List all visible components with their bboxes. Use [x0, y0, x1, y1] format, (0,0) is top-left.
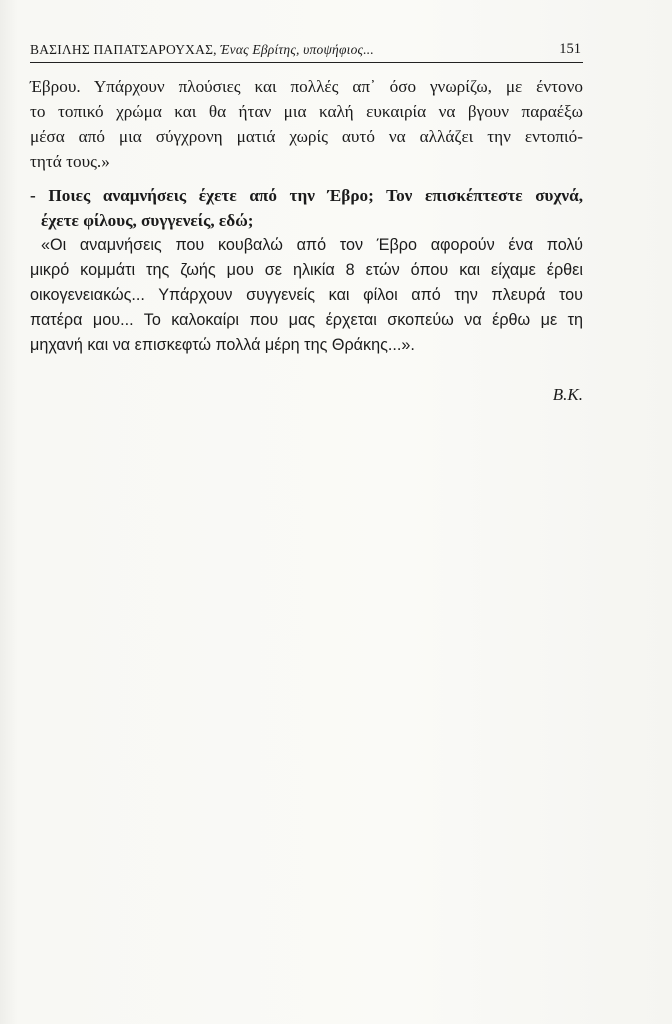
answer-line: πατέρα μου... Το καλοκαίρι που μας έρχεται σκοπεύω να έρθω με τη: [30, 311, 583, 329]
question-line: - Ποιες αναμνήσεις έχετε από την Έβρο; Τον επισκέπτεστε συχνά,: [30, 186, 583, 205]
paragraph-continuation: [30, 74, 583, 174]
text-line: Έβρου. Υπάρχουν πλούσιες και πολλές απ᾽ όσο γνωρίζω, με έντονο: [30, 77, 583, 96]
question-line: έχετε φίλους, συγγενείς, εδώ;: [41, 211, 254, 230]
running-header: [30, 40, 583, 63]
header-author: ΒΑΣΙΛΗΣ ΠΑΠΑΤΣΑΡΟΥΧΑΣ,: [30, 42, 217, 57]
body-text: [30, 74, 583, 358]
interview-answer: [30, 233, 583, 358]
header-work-title: Ένας Εβρίτης, υποψήφιος...: [220, 42, 374, 57]
answer-line: μηχανή και να επισκεφτώ πολλά μέρη της Θράκης...».: [30, 336, 415, 354]
answer-line: μικρό κομμάτι της ζωής μου σε ηλικία 8 ετών όπου και είχαμε έρθει: [30, 261, 583, 279]
answer-line: «Οι αναμνήσεις που κουβαλώ από τον Έβρο αφορούν ένα πολύ: [41, 236, 583, 254]
interview-question: [30, 183, 583, 233]
text-line: μέσα από μια σύγχρονη ματιά χωρίς αυτό να αλλάζει την εντοπιό-: [30, 127, 583, 146]
answer-line: οικογενειακώς... Υπάρχουν συγγενείς και φίλοι από την πλευρά του: [30, 286, 583, 304]
page-number: 151: [559, 41, 581, 57]
text-line: το τοπικό χρώμα και θα ήταν μια καλή ευκαιρία να βγουν παραέξω: [30, 102, 583, 121]
header-title: [30, 42, 374, 58]
text-line: τητά τους.»: [30, 152, 110, 171]
author-signature: Β.Κ.: [552, 385, 583, 404]
